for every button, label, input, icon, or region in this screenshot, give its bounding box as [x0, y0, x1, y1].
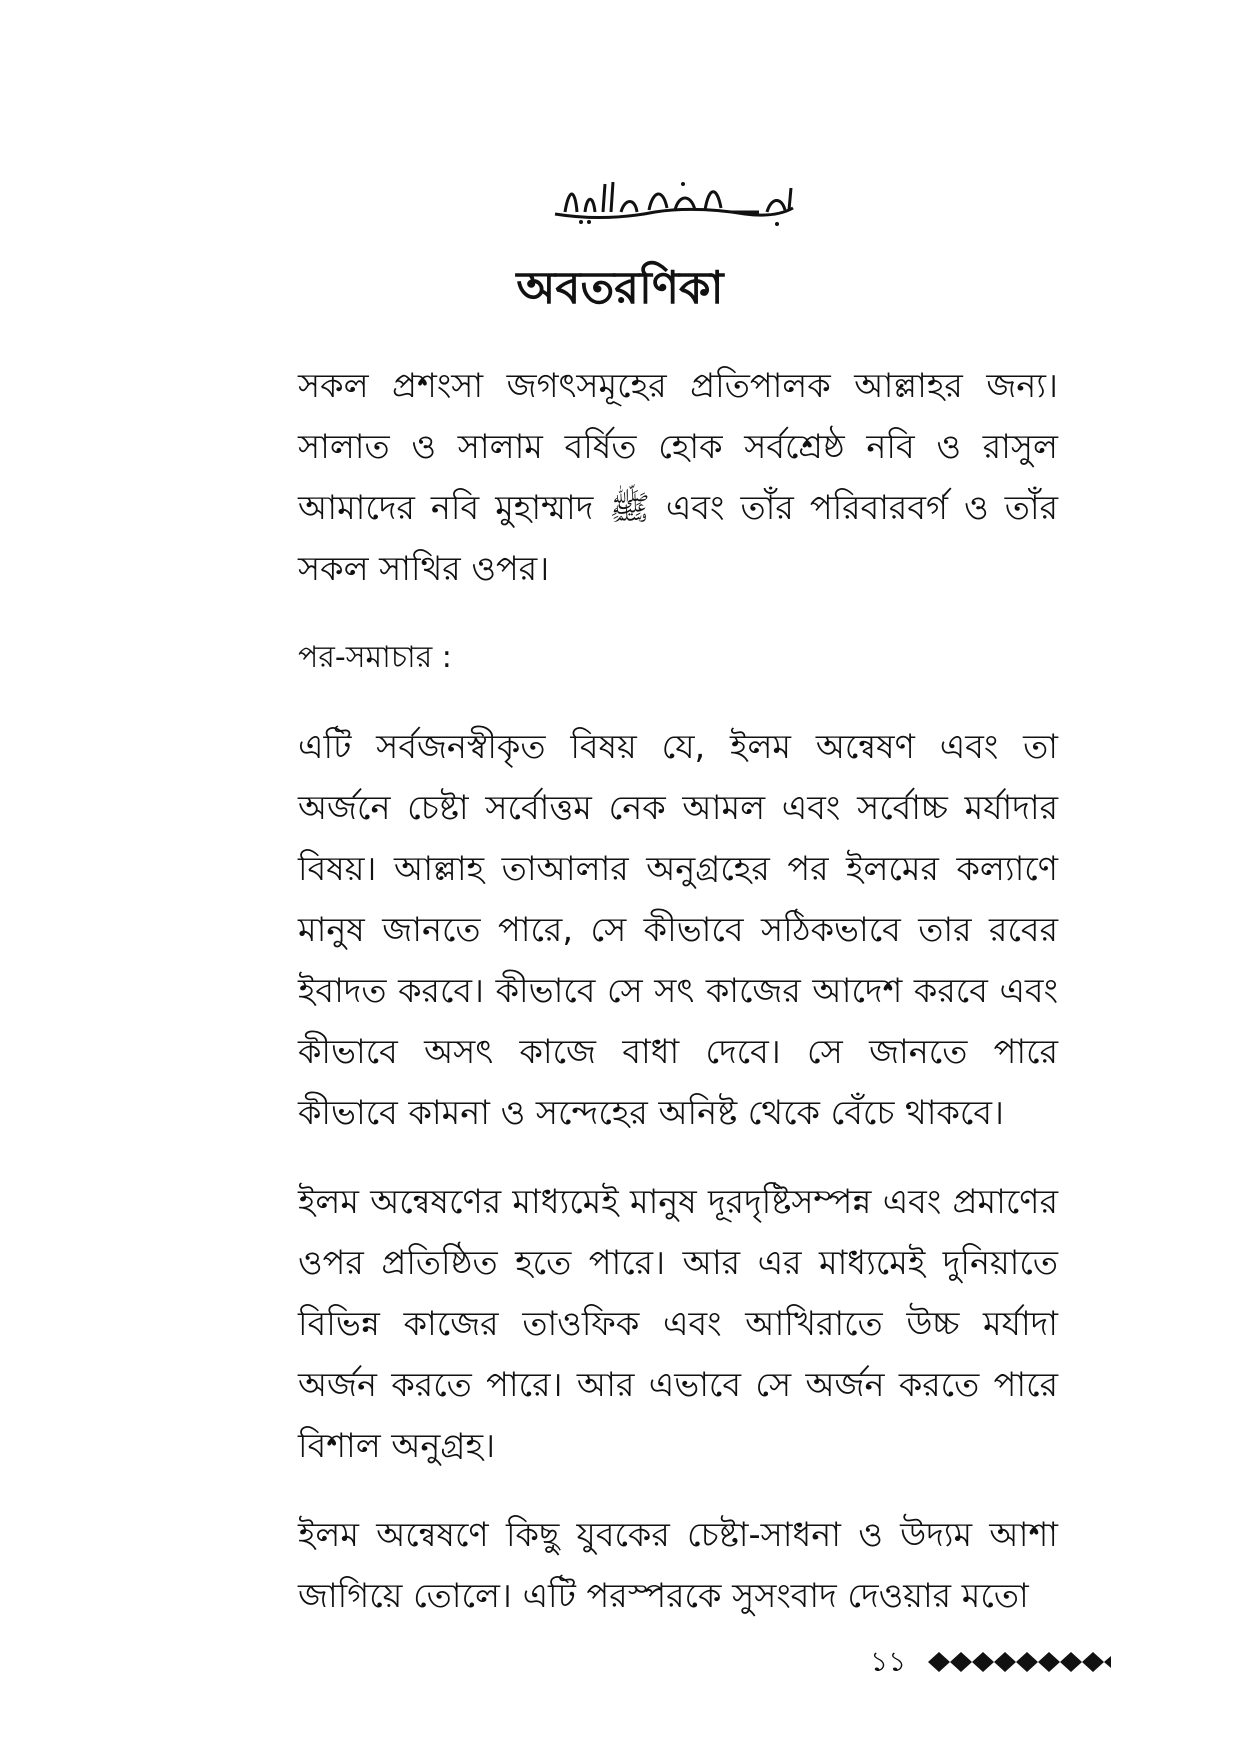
- diamond-ornament-icon: [928, 1647, 1114, 1677]
- body-paragraph: ইলম অন্বেষণের মাধ্যমেই মানুষ দূরদৃষ্টিসম্পন্ন এবং প্রমাণের ওপর প্রতিষ্ঠিত হতে পারে। আর এর মাধ্যমেই দুনিয়াতে বিভিন্ন কাজের তাওফিক এবং আখিরাতে উচ্চ মর্যাদা অর্জন করতে পারে। আর এভাবে সে অর্জন করতে পারে বিশাল অনুগ্রহ।: [298, 1182, 1058, 1465]
- page-title: অবতরণিকা: [516, 261, 724, 314]
- calligraphy-graphic: [545, 168, 800, 230]
- section-heading: পর-সমাচার :: [298, 640, 452, 675]
- intro-paragraph: সকল প্রশংসা জগৎসমূহের প্রতিপালক আল্লাহর জন্য। সালাত ও সালাম বর্ষিত হোক সর্বশ্রেষ্ঠ নবি ও রাসুল আমাদের নবি মুহাম্মাদ ﷺ এবং তাঁর পরিবারবর্গ ও তাঁর সকল সাথির ওপর।: [298, 366, 1058, 588]
- body-text: [298, 355, 1058, 1626]
- bismillah-calligraphy: [545, 168, 800, 230]
- body-paragraph: ইলম অন্বেষণে কিছু যুবকের চেষ্টা-সাধনা ও উদ্যম আশা জাগিয়ে তোলে। এটি পরস্পরকে সুসংবাদ দেওয়ার মতো: [298, 1515, 1058, 1615]
- page-footer: [870, 1640, 1114, 1684]
- page-number: ১১: [870, 1645, 907, 1678]
- body-paragraph: এটি সর্বজনস্বীকৃত বিষয় যে, ইলম অন্বেষণ এবং তা অর্জনে চেষ্টা সর্বোত্তম নেক আমল এবং সর্বোচ্চ মর্যাদার বিষয়। আল্লাহ তাআলার অনুগ্রহের পর ইলমের কল্যাণে মানুষ জানতে পারে, সে কীভাবে সঠিকভাবে তার রবের ইবাদত করবে। কীভাবে সে সৎ কাজের আদেশ করবে এবং কীভাবে অসৎ কাজে বাধা দেবে। সে জানতে পারে কীভাবে কামনা ও সন্দেহের অনিষ্ট থেকে বেঁচে থাকবে।: [298, 727, 1058, 1132]
